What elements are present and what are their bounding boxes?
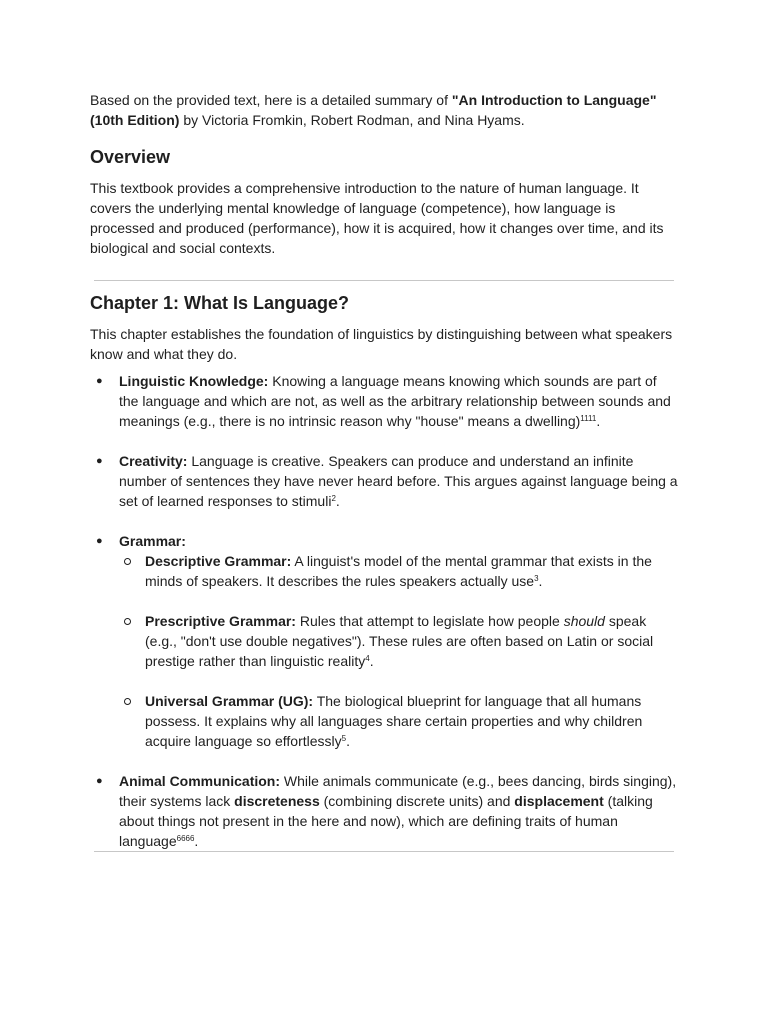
sub-bullet-text: A linguist's model of the mental grammar that exists in the minds of speakers. It describes the rules speakers actually use	[145, 553, 652, 589]
bullet-grammar	[90, 531, 680, 751]
book-title: "An Introduction to Language" (10th Edition)	[90, 92, 657, 128]
intro-paragraph	[90, 90, 680, 130]
bold-term: discreteness	[234, 793, 320, 809]
sub-bullet-descriptive	[119, 551, 680, 591]
chapter1-bullet-list	[90, 371, 680, 851]
section-divider	[94, 280, 674, 281]
bullet-icon: ●	[96, 775, 103, 787]
sub-bullet-text: Rules that attempt to legislate how people	[295, 613, 564, 629]
bullet-term: Linguistic Knowledge:	[119, 373, 269, 389]
bullet-text: While animals communicate (e.g., bees dancing, birds singing), their systems lack	[119, 773, 677, 809]
overview-paragraph: This textbook provides a comprehensive introduction to the nature of human language. It covers the underlying mental knowledge of language (competence), how language is processed and produced (performance), how it is acquired, how it changes over time, and its biological and social contexts.	[90, 180, 664, 256]
bullet-creativity	[90, 451, 680, 511]
bullet-icon: ●	[96, 535, 103, 547]
bullet-end: .	[596, 413, 601, 429]
footnote-ref: 4	[365, 654, 370, 663]
sub-bullet-prescriptive	[119, 611, 680, 671]
bullet-text: Knowing a language means knowing which sounds are part of the language and which are not, as well as the arbitrary relationship between sounds and meanings (e.g., there is no intrinsic reason why "house" means a dwelling)	[119, 373, 671, 429]
document-content	[90, 90, 680, 852]
bullet-text: (combining discrete units) and	[319, 793, 515, 809]
chapter1-heading: Chapter 1: What Is Language?	[90, 293, 350, 313]
emphasis-text: should	[563, 613, 605, 629]
section-divider	[94, 851, 674, 852]
bullet-animal-communication	[90, 771, 680, 851]
bullet-end: .	[335, 493, 340, 509]
bullet-text: (talking about things not present in the here and now), which are defining traits of human language	[119, 793, 653, 849]
footnote-ref: 5	[341, 734, 347, 743]
hollow-bullet-icon	[124, 558, 131, 565]
sub-bullet-universal	[119, 691, 680, 751]
bullet-end: .	[538, 573, 543, 589]
bullet-linguistic-knowledge	[90, 371, 680, 431]
bullet-icon: ●	[96, 455, 103, 467]
hollow-bullet-icon	[124, 698, 131, 705]
intro-prefix: Based on the provided text, here is a detailed summary of	[90, 92, 452, 108]
bullet-icon: ●	[96, 375, 103, 387]
intro-suffix: by Victoria Fromkin, Robert Rodman, and Nina Hyams.	[179, 112, 525, 128]
bullet-term: Animal Communication:	[119, 773, 281, 789]
bullet-term: Creativity:	[119, 453, 188, 469]
bullet-end: .	[194, 833, 199, 849]
bullet-text: Language is creative. Speakers can produce and understand an infinite number of sentences they have never heard before. This argues against language being a set of learned responses to stimuli	[119, 453, 678, 509]
hollow-bullet-icon	[124, 618, 131, 625]
sub-bullet-term: Universal Grammar (UG):	[145, 693, 314, 709]
sub-bullet-term: Descriptive Grammar:	[145, 553, 292, 569]
bullet-end: .	[346, 733, 350, 749]
sub-bullet-text: The biological blueprint for language that all humans possess. It explains why all languages share certain properties and why children acquire language so effortlessly	[145, 693, 643, 749]
chapter1-intro: This chapter establishes the foundation of linguistics by distinguishing between what speakers know and what they do.	[90, 326, 673, 362]
footnote-ref: 3	[534, 574, 539, 583]
grammar-sub-list	[119, 551, 680, 751]
footnote-ref: 6666	[176, 834, 195, 843]
bold-term: displacement	[514, 793, 604, 809]
sub-bullet-term: Prescriptive Grammar:	[145, 613, 296, 629]
sub-bullet-text: speak (e.g., "don't use double negatives"). These rules are often based on Latin or social prestige rather than linguistic reality	[145, 613, 654, 669]
footnote-ref: 1111	[580, 414, 597, 423]
overview-heading: Overview	[90, 147, 171, 167]
footnote-ref: 2	[331, 494, 336, 503]
bullet-term: Grammar:	[119, 533, 186, 549]
bullet-end: .	[369, 653, 374, 669]
